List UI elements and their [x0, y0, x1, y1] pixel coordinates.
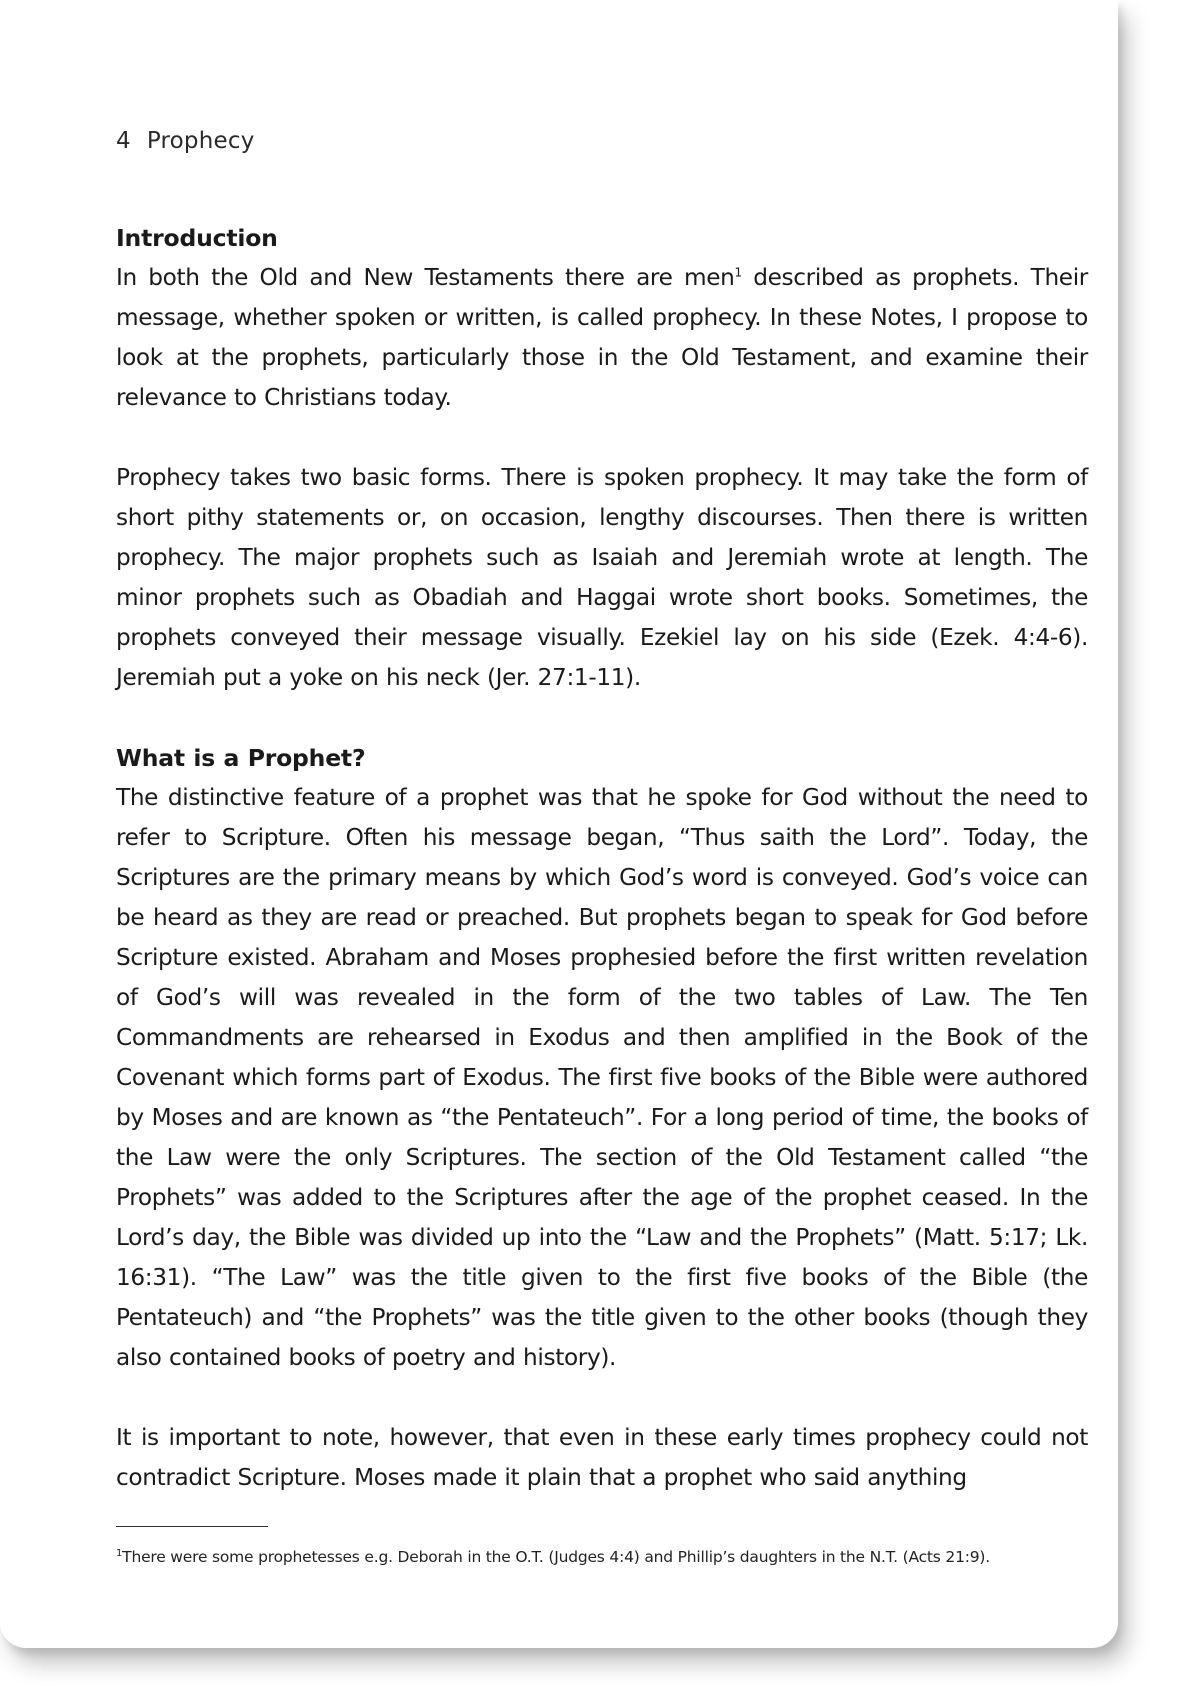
paragraph-intro-1-part-a: In both the Old and New Testaments there are men: [116, 264, 735, 291]
page-number: 4: [116, 128, 131, 154]
paragraph-prophet-1: The distinctive feature of a prophet was that he spoke for God without the need to refer to Scripture. Often his message began, “Thus saith the Lord”. Today, the Scriptures are the primary means by which God’s word is conveyed. God’s voice can be heard as they are read or preached. But prophets began to speak for God before Scripture existed. Abraham and Moses prophesied before the first written revelation of God’s will was revealed in the form of the two tables of Law. The Ten Commandments are rehearsed in Exodus and then amplified in the Book of the Covenant which forms part of Exodus. The first five books of the Bible were authored by Moses and are known as “the Pentateuch”. For a long period of time, the books of the Law were the only Scriptures. The section of the Old Testament called “the Prophets” was added to the Scriptures after the age of the prophet ceased. In the Lord’s day, the Bible was divided up into the “Law and the Prophets” (Matt. 5:17; Lk. 16:31). “The Law” was the title given to the first five books of the Bible (the Pentateuch) and “the Prophets” was the title given to the other books (though they also contained books of poetry and history).: [116, 784, 1088, 1371]
footnote-divider: [116, 1526, 268, 1527]
running-title: Prophecy: [146, 128, 255, 154]
paragraph-intro-2: Prophecy takes two basic forms. There is spoken prophecy. It may take the form of short pithy statements or, on occasion, lengthy discourses. Then there is written prophecy. The major prophets such as Isaiah and Jeremiah wrote at length. The minor prophets such as Obadiah and Haggai wrote short books. Sometimes, the prophets conveyed their message visually. Ezekiel lay on his side (Ezek. 4:4-6). Jeremiah put a yoke on his neck (Jer. 27:1-11).: [116, 464, 1088, 691]
paragraph-intro-1-part-b: described as prophets. Their message, whether spoken or written, is called prophecy. In these Notes, I propose to look at the prophets, particularly those in the Old Testament, and examine their relevance to Christians today.: [116, 264, 1088, 411]
footnote-reference[interactable]: 1: [734, 265, 742, 280]
footnote-marker: 1: [116, 1547, 123, 1559]
footnote: [116, 1548, 1106, 1566]
footnote-text: There were some prophetesses e.g. Deborah in the O.T. (Judges 4:4) and Phillip’s daughters in the N.T. (Acts 21:9).: [122, 1548, 990, 1566]
running-header: [116, 128, 255, 154]
section-heading-introduction: Introduction: [116, 224, 278, 252]
paragraph-prophet-2: It is important to note, however, that even in these early times prophecy could not contradict Scripture. Moses made it plain that a prophet who said anything: [116, 1424, 1088, 1491]
body-text: [116, 218, 1088, 1498]
section-heading-what-is-a-prophet: What is a Prophet?: [116, 744, 366, 772]
paragraph-intro-1: [116, 258, 1088, 418]
